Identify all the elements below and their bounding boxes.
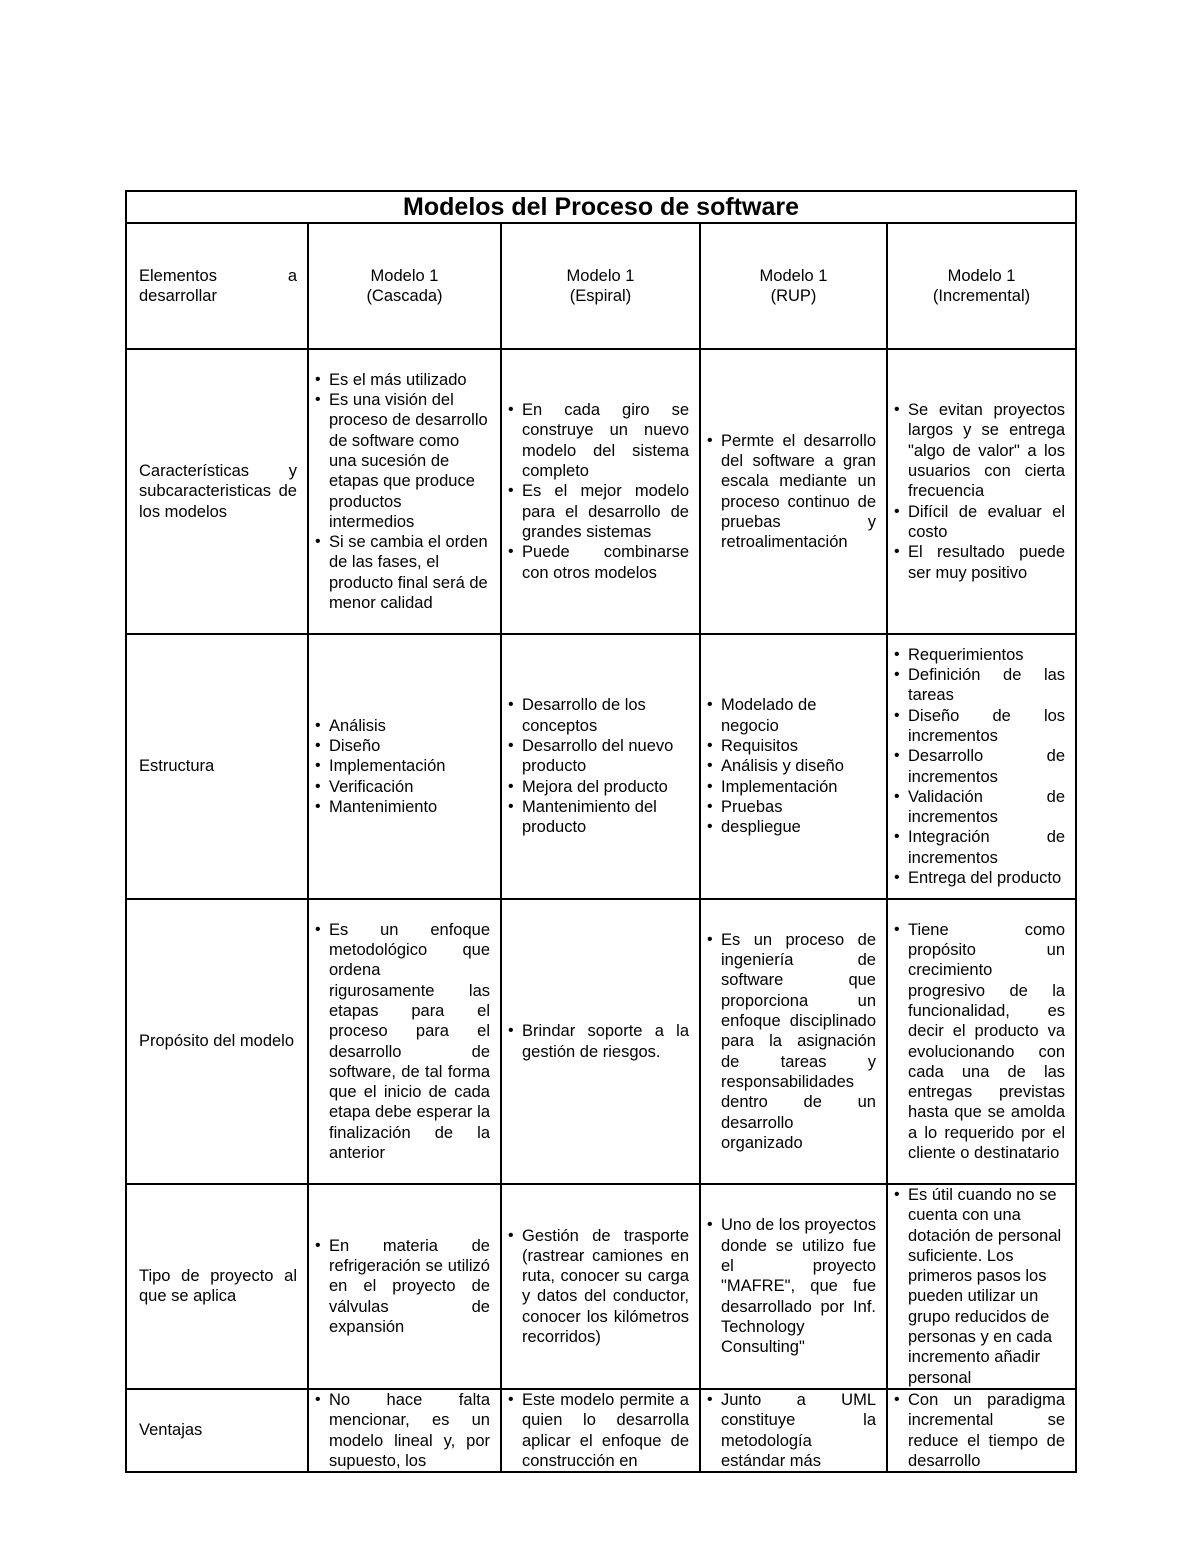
- model-cell: [501, 634, 700, 899]
- model-cell: [700, 1184, 887, 1389]
- model-name: Modelo 1: [947, 266, 1016, 285]
- bullet-list: [309, 1390, 500, 1471]
- row-caracteristicas: [126, 349, 1076, 634]
- list-item: • Desarrollo de incrementos: [908, 746, 1065, 787]
- list-item: • Integración de incrementos: [908, 827, 1065, 868]
- row-label: Propósito del modelo: [126, 899, 308, 1184]
- bullet-list: [888, 1390, 1075, 1471]
- header-model-incremental: [887, 223, 1076, 349]
- model-type: (Cascada): [366, 287, 443, 305]
- model-cell: [501, 899, 700, 1184]
- bullet-list: [701, 695, 886, 837]
- list-item: • Tiene como propósito un crecimiento progresivo de la funcionalidad, es decir el producto va evolucionando con cada una de las entregas previstas hasta que se amolda a lo requerido por el cliente o destinatario: [908, 920, 1065, 1164]
- list-item: • Diseño de los incrementos: [908, 706, 1065, 747]
- bullet-list: [309, 920, 500, 1164]
- header-model-cascada: [308, 223, 501, 349]
- model-type: (Incremental): [932, 287, 1031, 305]
- model-name: Modelo 1: [370, 266, 439, 285]
- model-cell: [501, 1389, 700, 1472]
- bullet-list: [309, 1236, 500, 1337]
- bullet-list: [309, 370, 500, 614]
- list-item: • Definición de las tareas: [908, 665, 1065, 706]
- row-label: Características y subcaracteristicas de los modelos: [126, 349, 308, 634]
- bullet-list: [888, 920, 1075, 1164]
- list-item: • Es una visión del proceso de desarrollo de software como una sucesión de etapas que produce productos intermedios: [329, 390, 490, 532]
- bullet-list: [502, 1226, 699, 1348]
- list-item: • Uno de los proyectos donde se utilizo fue el proyecto "MAFRE", que fue desarrollado por Inf. Technology Consulting": [721, 1215, 876, 1357]
- list-item: • Es el más utilizado: [329, 370, 490, 390]
- model-cell: [887, 1184, 1076, 1389]
- bullet-list: [701, 930, 886, 1153]
- header-model-rup: [700, 223, 887, 349]
- list-item: • Análisis: [329, 716, 490, 736]
- header-row: [126, 223, 1076, 349]
- list-item: • Brindar soporte a la gestión de riesgos.: [522, 1021, 689, 1062]
- model-cell: [501, 1184, 700, 1389]
- model-cell: [308, 1184, 501, 1389]
- list-item: • Difícil de evaluar el costo: [908, 502, 1065, 543]
- model-cell: [308, 349, 501, 634]
- list-item: • Se evitan proyectos largos y se entrega "algo de valor" a los usuarios con cierta frecuencia: [908, 400, 1065, 501]
- list-item: • Este modelo permite a quien lo desarrolla aplicar el enfoque de construcción en: [522, 1390, 689, 1471]
- list-item: • Modelado de negocio: [721, 695, 876, 736]
- model-cell: [700, 1389, 887, 1472]
- list-item: • Mantenimiento: [329, 797, 490, 817]
- model-name: Modelo 1: [566, 266, 635, 285]
- model-cell: [887, 1389, 1076, 1472]
- header-elements-label: Elementos a desarrollar: [126, 223, 308, 349]
- row-label: Ventajas: [126, 1389, 308, 1472]
- list-item: • Desarrollo de los conceptos: [522, 695, 689, 736]
- table-title: Modelos del Proceso de software: [126, 191, 1076, 223]
- header-model-espiral: [501, 223, 700, 349]
- list-item: • En materia de refrigeración se utilizó en el proyecto de válvulas de expansión: [329, 1236, 490, 1337]
- list-item: • Pruebas: [721, 797, 876, 817]
- model-cell: [887, 899, 1076, 1184]
- model-cell: [308, 899, 501, 1184]
- list-item: • El resultado puede ser muy positivo: [908, 542, 1065, 583]
- bullet-list: [309, 716, 500, 817]
- list-item: • Implementación: [721, 777, 876, 797]
- bullet-list: [701, 1215, 886, 1357]
- list-item: • Verificación: [329, 777, 490, 797]
- model-cell: [308, 1389, 501, 1472]
- list-item: • Desarrollo del nuevo producto: [522, 736, 689, 777]
- bullet-list: [502, 400, 699, 583]
- list-item: • Si se cambia el orden de las fases, el producto final será de menor calidad: [329, 532, 490, 613]
- bullet-list: [701, 431, 886, 553]
- bullet-list: [888, 400, 1075, 583]
- row-tipo-proyecto: [126, 1184, 1076, 1389]
- list-item: • Entrega del producto: [908, 868, 1065, 888]
- row-ventajas: [126, 1389, 1076, 1472]
- row-estructura: [126, 634, 1076, 899]
- list-item: • Es el mejor modelo para el desarrollo de grandes sistemas: [522, 481, 689, 542]
- model-name: Modelo 1: [759, 266, 828, 285]
- list-item: • Con un paradigma incremental se reduce el tiempo de desarrollo: [908, 1390, 1065, 1471]
- model-type: (RUP): [770, 287, 817, 305]
- list-item: • Puede combinarse con otros modelos: [522, 542, 689, 583]
- list-item: • Mejora del producto: [522, 777, 689, 797]
- model-cell: [308, 634, 501, 899]
- model-cell: [700, 634, 887, 899]
- list-item: • Gestión de trasporte (rastrear camiones en ruta, conocer su carga y datos del conductor, conocer los kilómetros recorridos): [522, 1226, 689, 1348]
- bullet-list: [502, 695, 699, 837]
- list-item: • Mantenimiento del producto: [522, 797, 689, 838]
- row-proposito: [126, 899, 1076, 1184]
- model-type: (Espiral): [569, 287, 632, 305]
- list-item: • Es útil cuando no se cuenta con una dotación de personal suficiente. Los primeros pasos los pueden utilizar un grupo reducidos de personas y en cada incremento añadir personal: [908, 1185, 1065, 1388]
- row-label: Tipo de proyecto al que se aplica: [126, 1184, 308, 1389]
- list-item: • Requerimientos: [908, 645, 1065, 665]
- model-cell: [700, 899, 887, 1184]
- list-item: • No hace falta mencionar, es un modelo lineal y, por supuesto, los: [329, 1390, 490, 1471]
- model-cell: [700, 349, 887, 634]
- bullet-list: [888, 645, 1075, 889]
- model-cell: [887, 634, 1076, 899]
- bullet-list: [701, 1390, 886, 1471]
- list-item: • Diseño: [329, 736, 490, 756]
- bullet-list: [502, 1021, 699, 1062]
- list-item: • Análisis y diseño: [721, 756, 876, 776]
- list-item: • Permte el desarrollo del software a gran escala mediante un proceso continuo de pruebas y retroalimentación: [721, 431, 876, 553]
- list-item: • Requisitos: [721, 736, 876, 756]
- list-item: • Es un proceso de ingeniería de software que proporciona un enfoque disciplinado para la asignación de tareas y responsabilidades dentro de un desarrollo organizado: [721, 930, 876, 1153]
- list-item: • Implementación: [329, 756, 490, 776]
- model-cell: [501, 349, 700, 634]
- bullet-list: [502, 1390, 699, 1471]
- list-item: • Validación de incrementos: [908, 787, 1065, 828]
- bullet-list: [888, 1185, 1075, 1388]
- process-models-table: [125, 190, 1077, 1473]
- list-item: • Junto a UML constituye la metodología estándar más: [721, 1390, 876, 1471]
- model-cell: [887, 349, 1076, 634]
- list-item: • En cada giro se construye un nuevo modelo del sistema completo: [522, 400, 689, 481]
- row-label: Estructura: [126, 634, 308, 899]
- list-item: • despliegue: [721, 817, 876, 837]
- list-item: • Es un enfoque metodológico que ordena rigurosamente las etapas para el proceso para el desarrollo de software, de tal forma que el inicio de cada etapa debe esperar la finalización de la anterior: [329, 920, 490, 1164]
